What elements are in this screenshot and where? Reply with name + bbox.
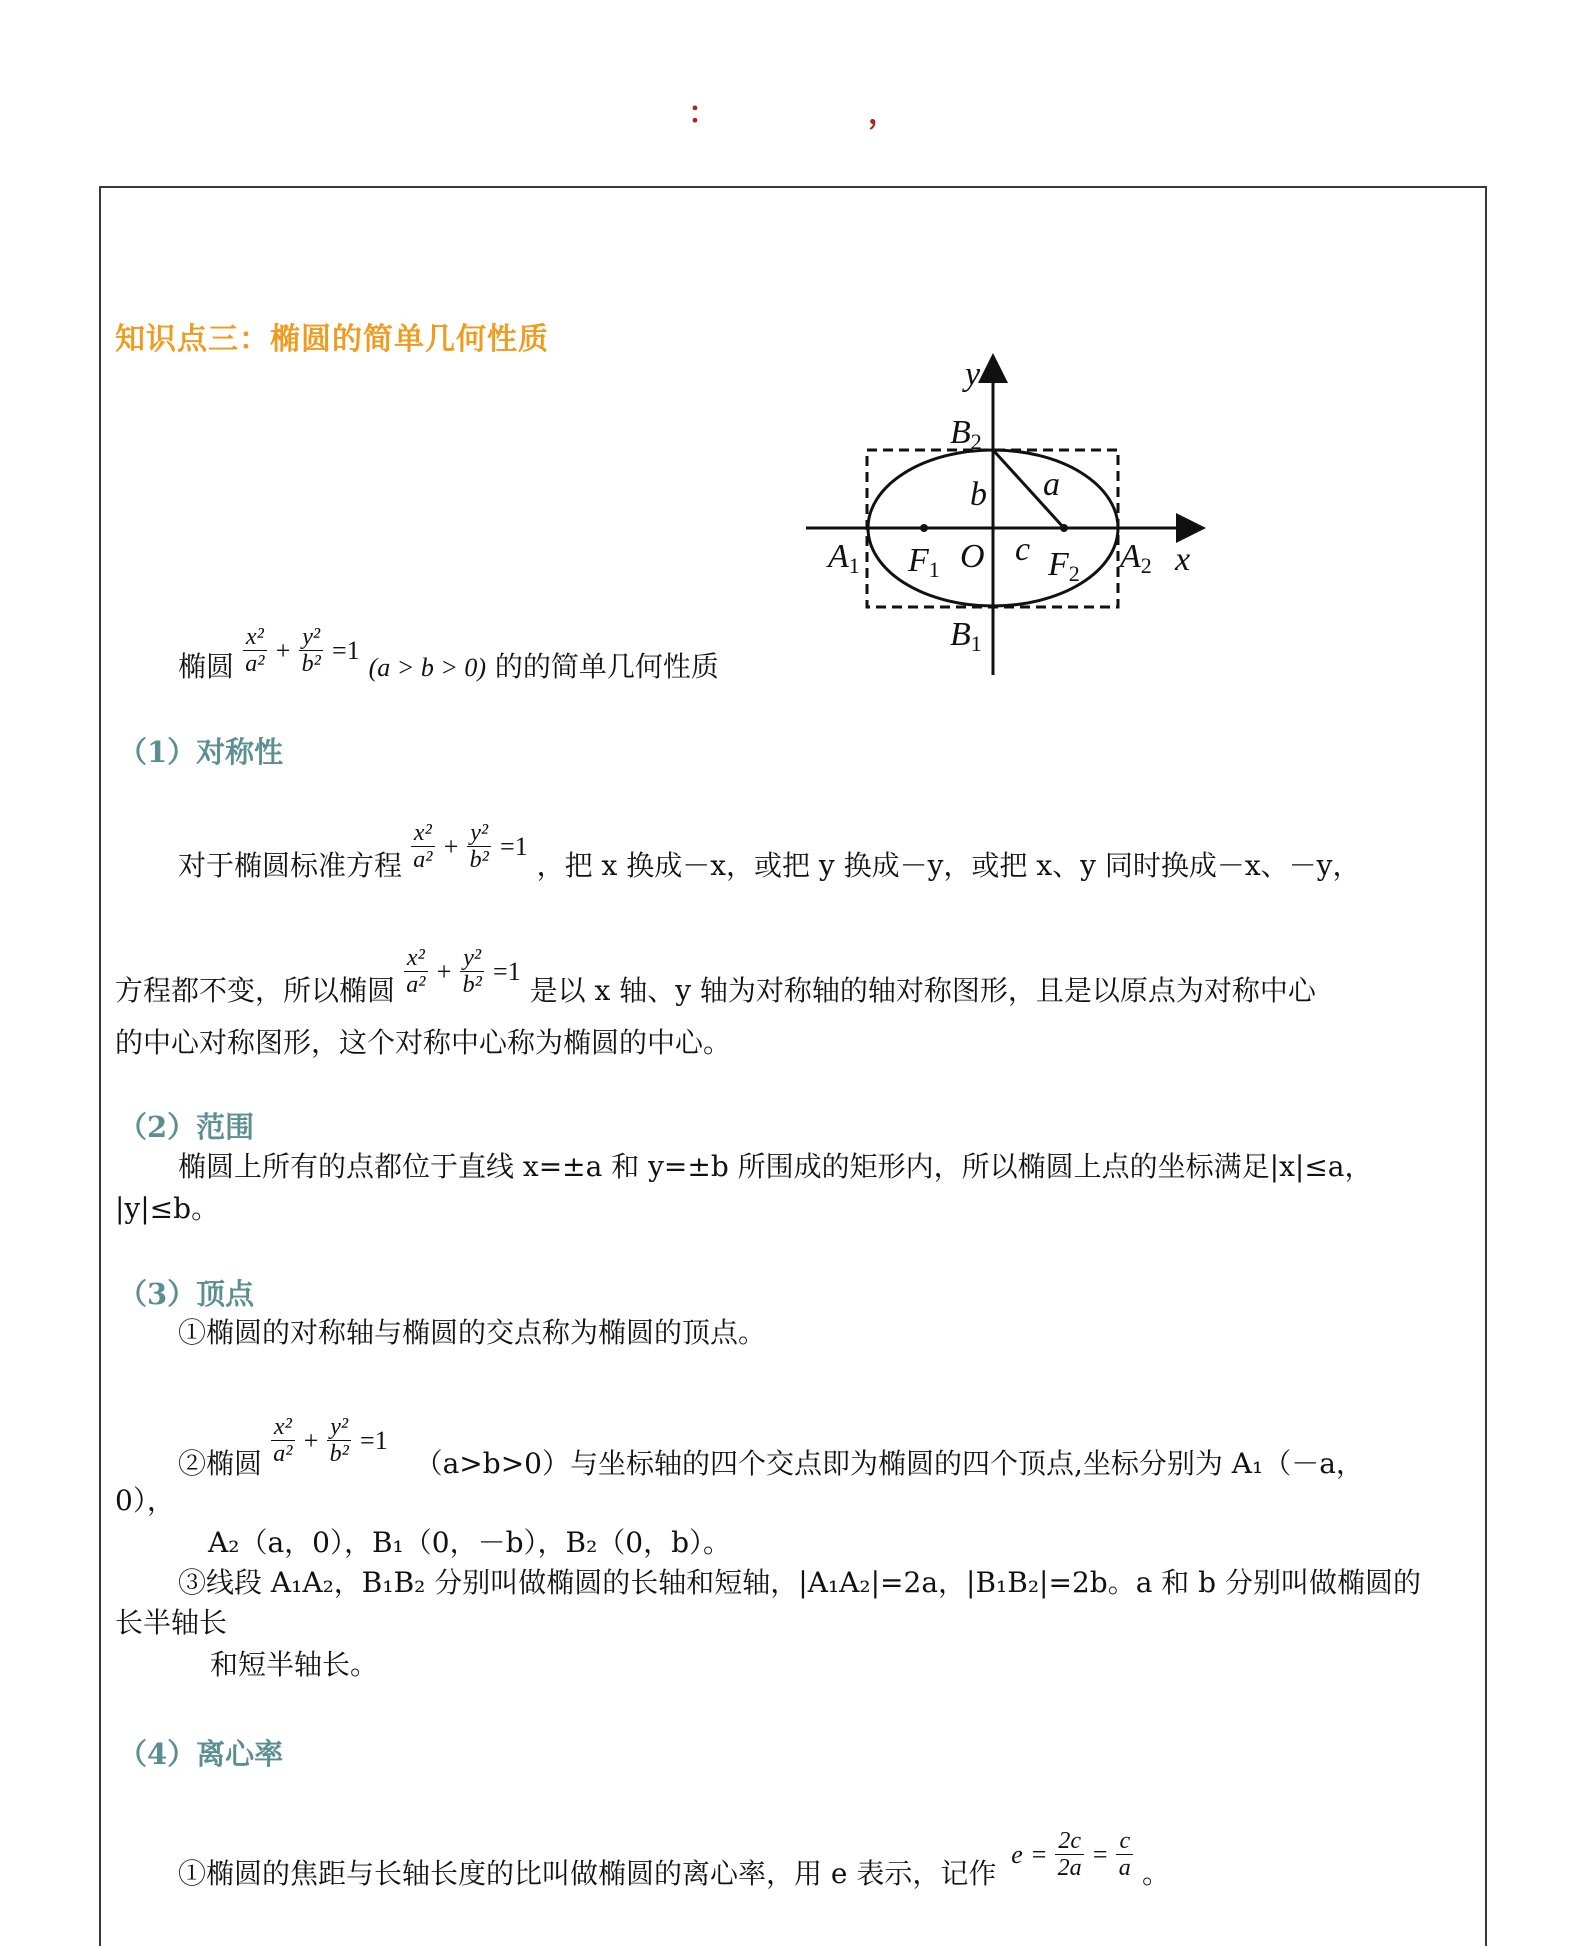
label-x: x (1175, 541, 1191, 578)
section-heading-range: （2）范围 (118, 1110, 255, 1144)
ellipse-diagram (800, 345, 1220, 685)
ellipse-equation: $\frac{\text{x²}}{\text{a²}}$ + $\frac{\text{y²}}{\text{b²}}$ =1 (243, 624, 360, 677)
eccentricity-item-1: ①椭圆的焦距与长轴长度的比叫做椭圆的离心率，用 e 表示，记作 e = $\frac{2c}{2a}$ = $\frac{c}{a}$ 。 (178, 1828, 1171, 1890)
label-c: c (1015, 531, 1031, 568)
condition: (a > b > 0) (368, 653, 487, 682)
knowledge-point-title: 知识点三：椭圆的简单几何性质 (115, 322, 549, 357)
label-a: a (1043, 466, 1060, 503)
label-b: b (970, 476, 987, 513)
vertices-item-3-line3: 和短半轴长。 (210, 1648, 379, 1681)
label-f2: F2 (1048, 546, 1080, 586)
header-colon: ： (688, 96, 718, 131)
eccentricity-formula: e = $\frac{2c}{2a}$ = $\frac{c}{a}$ (1011, 1828, 1133, 1881)
focus-f2-dot (1060, 524, 1068, 532)
vertices-item-2: ②椭圆 $\frac{\text{x²}}{\text{a²}}$ + $\frac{\text{y²}}{\text{b²}}$ =1 （a>b>0）与坐标轴的四个交点即为椭圆的四个顶点,坐标分别为 A₁（－a， (178, 1414, 1364, 1480)
symmetry-line-2: 方程都不变，所以椭圆 $\frac{\text{x²}}{\text{a²}}$ + $\frac{\text{y²}}{\text{b²}}$ =1 是以 x 轴、y 轴为对称轴的轴对称图形，且是以原点为对称中心 (115, 945, 1316, 1007)
content-box (99, 186, 1487, 1946)
label-f1: F1 (908, 542, 940, 582)
label-y: y (965, 356, 981, 393)
label-b2: B2 (950, 414, 982, 454)
section-heading-symmetry: （1）对称性 (118, 735, 284, 769)
label-origin: O (960, 538, 985, 575)
vertices-item-3: ③线段 A₁A₂，B₁B₂ 分别叫做椭圆的长轴和短轴，|A₁A₂|=2a，|B₁B₂|=2b。a 和 b 分别叫做椭圆的 (178, 1566, 1422, 1599)
symmetry-line-1: 对于椭圆标准方程 $\frac{\text{x²}}{\text{a²}}$ + $\frac{\text{y²}}{\text{b²}}$ =1 ，把 x 换成－x，或把 y 换成－y，或把 x、y 同时换成－x、－y， (178, 820, 1361, 882)
ellipse-equation: $\frac{\text{x²}}{\text{a²}}$ + $\frac{\text{y²}}{\text{b²}}$ =1 (404, 945, 521, 998)
section-heading-eccentricity: （4）离心率 (118, 1737, 284, 1771)
label-a1: A1 (828, 538, 860, 578)
header-comma: ， (868, 96, 898, 131)
label-a2: A2 (1120, 538, 1152, 578)
ellipse-equation: $\frac{\text{x²}}{\text{a²}}$ + $\frac{\text{y²}}{\text{b²}}$ =1 (411, 820, 528, 873)
intro-prefix: 椭圆 (178, 650, 235, 683)
label-b1: B1 (950, 616, 982, 656)
intro-line (178, 624, 719, 685)
vertices-item-1: ①椭圆的对称轴与椭圆的交点称为椭圆的顶点。 (178, 1316, 767, 1349)
section-heading-vertices: （3）顶点 (118, 1277, 255, 1311)
intro-suffix: 的的简单几何性质 (494, 650, 719, 683)
vertices-item-3-cont: 长半轴长 (115, 1606, 228, 1639)
ellipse-equation: $\frac{\text{x²}}{\text{a²}}$ + $\frac{\text{y²}}{\text{b²}}$ =1 (271, 1414, 388, 1467)
symmetry-line-3: 的中心对称图形，这个对称中心称为椭圆的中心。 (115, 1026, 732, 1059)
range-line-1: 椭圆上所有的点都位于直线 x=±a 和 y=±b 所围成的矩形内，所以椭圆上点的坐标满足|x|≤a， (178, 1150, 1373, 1183)
vertices-item-2-cont: 0）， (115, 1484, 175, 1517)
vertices-coordinates: A₂（a，0），B₁（0，－b），B₂（0，b）。 (208, 1526, 732, 1559)
focus-f1-dot (920, 524, 928, 532)
range-line-2: |y|≤b。 (115, 1192, 220, 1225)
